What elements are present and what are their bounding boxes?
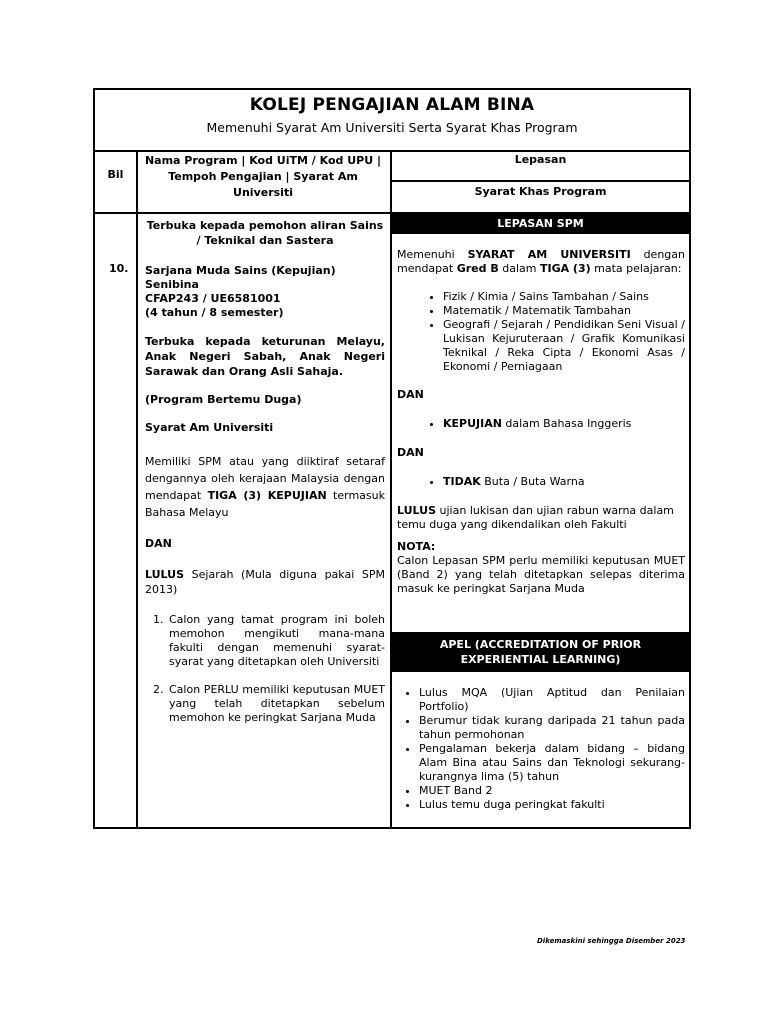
- page-title: KOLEJ PENGAJIAN ALAM BINA: [249, 95, 535, 115]
- dan-connector: DAN: [145, 537, 172, 550]
- list-item: • MUET Band 2: [419, 784, 685, 798]
- spm-intro: [397, 248, 685, 276]
- lulus-bold: LULUS: [397, 504, 437, 517]
- apel-list: [397, 686, 685, 812]
- lulus-rest: Sejarah (Mula diguna pakai SPM 2013): [145, 568, 385, 596]
- column-header-lepasan: Lepasan: [514, 153, 567, 166]
- spm-requirement-bold: TIGA (3) KEPUJIAN: [207, 489, 327, 502]
- nota-text: Calon Lepasan SPM perlu memiliki keputusan MUET (Band 2) yang telah ditetapkan selepas diterima masuk ke peringkat Sarjana Muda: [397, 554, 685, 595]
- column-header-program: Nama Program | Kod UiTM / Kod UPU | Tempoh Pengajian | Syarat Am Universiti: [144, 154, 382, 199]
- colour-blind-list: [397, 475, 685, 489]
- dan-connector: DAN: [397, 446, 424, 459]
- intro-text: dalam: [498, 262, 540, 275]
- list-item: • Pengalaman bekerja dalam bidang – bidang Alam Bina atau Sains dan Teknologi sekurang-kurangnya lima (5) tahun: [419, 742, 685, 784]
- test-requirement: [397, 504, 685, 532]
- table-header: [95, 90, 689, 152]
- kepujian-list: [397, 417, 685, 431]
- intro-text: mata pelajaran:: [590, 262, 682, 275]
- interview-note: (Program Bertemu Duga): [145, 393, 302, 406]
- divider-lepasan: [392, 180, 689, 182]
- list-item: • Lulus temu duga peringkat fakulti: [419, 798, 685, 812]
- spm-requirement-rest: termasuk Bahasa Melayu: [145, 489, 385, 519]
- subjects-list: [397, 290, 685, 374]
- row-number: 10.: [109, 262, 129, 275]
- tidak-bold: TIDAK: [443, 475, 481, 488]
- column-header-bil: Bil: [107, 168, 124, 181]
- kepujian-bold: KEPUJIAN: [443, 417, 502, 430]
- sejarah-requirement: [145, 567, 385, 597]
- divider-bil: [136, 150, 138, 829]
- column-header-syarat-khas: Syarat Khas Program: [474, 185, 607, 198]
- tidak-rest: Buta / Buta Warna: [480, 475, 585, 488]
- syarat-am-heading: Syarat Am Universiti: [145, 421, 274, 434]
- spm-requirement-text: Memiliki SPM atau yang diiktiraf setaraf dengannya oleh kerajaan Malaysia dengan mendapat: [145, 455, 385, 502]
- list-item: [443, 475, 685, 489]
- notes-list: [145, 613, 385, 725]
- nota-heading: NOTA:: [397, 540, 436, 553]
- eligibility-note: Terbuka kepada keturunan Melayu, Anak Negeri Sabah, Anak Negeri Sarawak dan Orang Asli Sahaja.: [145, 335, 385, 378]
- dan-connector: DAN: [397, 388, 424, 401]
- divider-middle: [390, 150, 392, 829]
- list-item: • Matematik / Matematik Tambahan: [443, 304, 685, 318]
- list-item: • Geografi / Sejarah / Pendidikan Seni Visual / Lukisan Kejuruteraan / Grafik Komunikasi Teknikal / Reka Cipta / Ekonomi Asas / Ekonomi / Perniagaan: [443, 318, 685, 374]
- intro-bold: TIGA (3): [539, 262, 591, 275]
- list-item: • Fizik / Kimia / Sains Tambahan / Sains: [443, 290, 685, 304]
- apel-requirements: [397, 686, 685, 812]
- list-item: • Berumur tidak kurang daripada 21 tahun pada tahun permohonan: [419, 714, 685, 742]
- spm-requirement: [145, 453, 385, 521]
- lulus-bold: LULUS: [145, 568, 185, 581]
- kepujian-rest: dalam Bahasa Inggeris: [501, 417, 632, 430]
- list-item: 1. Calon yang tamat program ini boleh memohon mengikuti mana-mana fakulti dengan memenuhi syarat-syarat yang ditetapkan oleh Universiti: [167, 613, 385, 669]
- spm-requirements: [397, 248, 685, 596]
- intro-text: Memenuhi: [397, 248, 468, 261]
- program-details: [145, 218, 385, 725]
- list-item: [443, 417, 685, 431]
- apel-bar: APEL (ACCREDITATION OF PRIOR EXPERIENTIAL LEARNING): [392, 632, 689, 672]
- lulus-rest: ujian lukisan dan ujian rabun warna dalam temu duga yang dikendalikan oleh Fakulti: [397, 504, 674, 531]
- lepasan-spm-bar: LEPASAN SPM: [392, 214, 689, 234]
- list-item: • Lulus MQA (Ujian Aptitud dan Penilaian Portfolio): [419, 686, 685, 714]
- intro-bold: SYARAT AM UNIVERSITI: [467, 248, 631, 261]
- program-name: Sarjana Muda Sains (Kepujian) Senibina: [145, 264, 336, 291]
- intro-text: dengan mendapat: [397, 248, 685, 275]
- program-duration: (4 tahun / 8 semester): [145, 306, 284, 319]
- open-to-streams: Terbuka kepada pemohon aliran Sains / Teknikal dan Sastera: [146, 219, 384, 247]
- page-subtitle: Memenuhi Syarat Am Universiti Serta Syarat Khas Program: [206, 120, 578, 135]
- last-updated-note: Dikemaskini sehingga Disember 2023: [537, 937, 686, 945]
- requirements-table: [93, 88, 691, 829]
- program-codes: CFAP243 / UE6581001: [145, 292, 281, 305]
- intro-bold: Gred B: [456, 262, 499, 275]
- list-item: 2. Calon PERLU memiliki keputusan MUET yang telah ditetapkan sebelum memohon ke peringkat Sarjana Muda: [167, 683, 385, 725]
